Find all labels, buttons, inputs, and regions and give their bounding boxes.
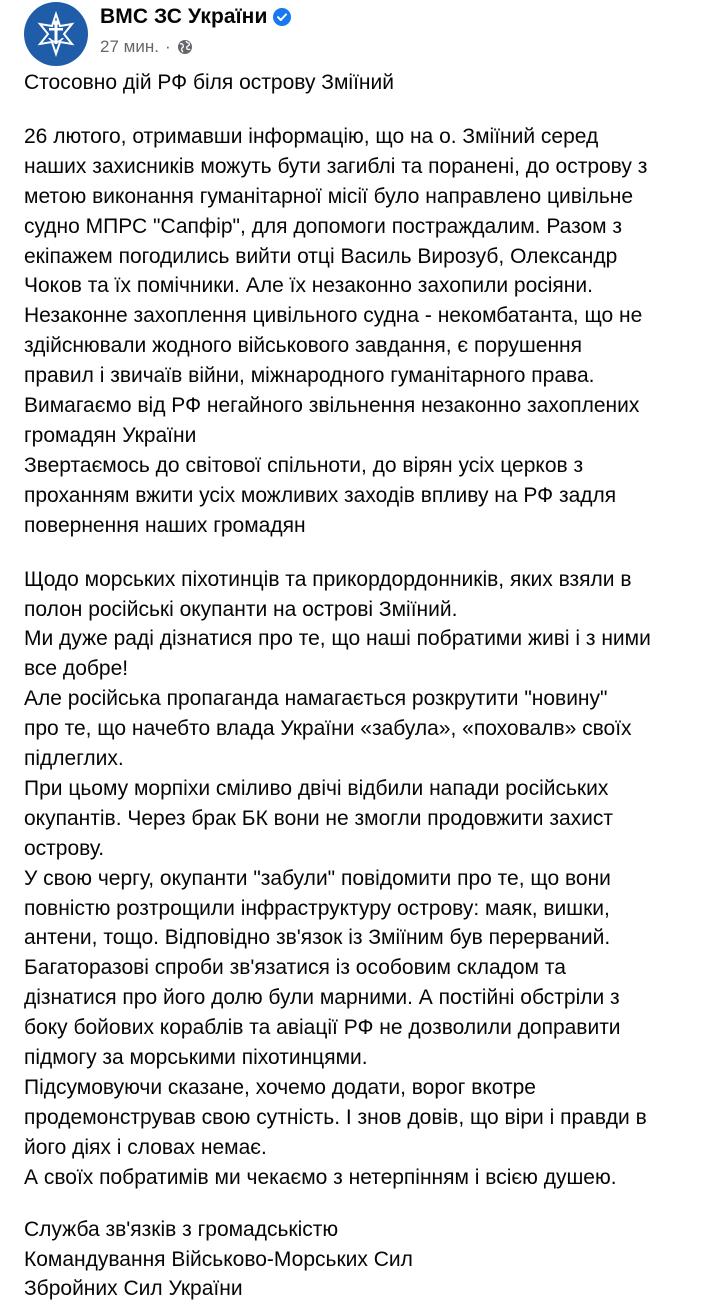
meta-separator: · bbox=[164, 37, 171, 56]
text-line: проханням вжити усіх можливих заходів впливу на РФ задля bbox=[24, 483, 617, 507]
text-line: А своїх побратимів ми чекаємо з нетерпінням і всією душею. bbox=[24, 1165, 617, 1189]
text-line: антени, тощо. Відповідно зв'язок із Зміїним був перерваний. bbox=[24, 926, 611, 950]
text-line: здійснювали жодного військового завдання, є порушення bbox=[24, 334, 583, 358]
navy-emblem-icon bbox=[24, 2, 88, 66]
text-line: повністю розтрощили інфраструктуру острову: маяк, вишки, bbox=[24, 896, 610, 920]
signature bbox=[24, 1215, 714, 1304]
text-line: окупантів. Через брак БК вони не змогли продовжити захист bbox=[24, 806, 614, 830]
text-line: повернення наших громадян bbox=[24, 513, 306, 537]
verified-badge-icon bbox=[273, 8, 291, 26]
signature-line: Командування Військово-Морських Сил bbox=[24, 1247, 413, 1271]
text-line: підлеглих. bbox=[24, 747, 124, 771]
text-line: його діях і словах немає. bbox=[24, 1135, 267, 1159]
post-timestamp[interactable]: 27 мин. bbox=[100, 37, 159, 56]
post-body bbox=[24, 68, 714, 1304]
text-line: судно МПРС "Сапфір", для допомоги постраждалим. Разом з bbox=[24, 214, 623, 238]
text-line: правил і звичаїв війни, міжнародного гуманітарного права. bbox=[24, 364, 595, 388]
text-line: наших захисників можуть бути загиблі та поранені, до острову з bbox=[24, 154, 648, 178]
post-title bbox=[24, 68, 714, 98]
text-line: Ми дуже раді дізнатися про те, що наші побратими живі і з ними bbox=[24, 627, 651, 651]
text-line: все добре! bbox=[24, 657, 129, 681]
author-name[interactable]: ВМС ЗС України bbox=[100, 5, 268, 28]
post-title-text: Стосовно дій РФ біля острову Зміїний bbox=[24, 71, 394, 94]
avatar[interactable] bbox=[24, 2, 88, 66]
paragraph-marines bbox=[24, 565, 714, 1193]
text-line: екіпажем погодились вийти отці Василь Вирозуб, Олександр bbox=[24, 244, 618, 268]
text-line: Багаторазові спроби зв'язатися із особовим складом та bbox=[24, 956, 566, 980]
paragraph-ship bbox=[24, 122, 714, 541]
text-line: Але російська пропаганда намагається розкрутити "новину" bbox=[24, 687, 608, 711]
text-line: підмогу за морськими піхотинцями. bbox=[24, 1046, 368, 1070]
signature-line: Збройних Сил України bbox=[24, 1277, 243, 1301]
post-meta bbox=[100, 36, 193, 58]
author-row bbox=[100, 4, 291, 30]
text-line: про те, що начебто влада України «забула», «поховалв» своїх bbox=[24, 717, 632, 741]
text-line: Чоков та їх помічники. Але їх незаконно захопили росіяни. bbox=[24, 274, 593, 298]
text-line: При цьому морпіхи сміливо двічі відбили напади російських bbox=[24, 776, 609, 800]
text-line: У свою чергу, окупанти "забули" повідомити про те, що вони bbox=[24, 866, 611, 890]
text-line: громадян України bbox=[24, 423, 197, 447]
post-header bbox=[24, 0, 704, 70]
text-line: метою виконання гуманітарної місії було направлено цивільне bbox=[24, 184, 634, 208]
text-line: Щодо морських піхотинців та прикордордонників, яких взяли в bbox=[24, 567, 632, 591]
signature-line: Служба зв'язків з громадськістю bbox=[24, 1217, 339, 1241]
text-line: Незаконне захоплення цивільного судна - некомбатанта, що не bbox=[24, 304, 643, 328]
text-line: полон російські окупанти на острові Зміїний. bbox=[24, 597, 458, 621]
text-line: боку бойових кораблів та авіації РФ не дозволили доправити bbox=[24, 1016, 621, 1040]
text-line: дізнатися про його долю були марними. А постійні обстріли з bbox=[24, 986, 620, 1010]
text-line: 26 лютого, отримавши інформацію, що на о. Зміїний серед bbox=[24, 124, 599, 148]
text-line: Вимагаємо від РФ негайного звільнення незаконно захоплених bbox=[24, 394, 640, 418]
text-line: продемонстрував свою сутність. І знов довів, що віри і правди в bbox=[24, 1105, 647, 1129]
globe-icon[interactable] bbox=[177, 39, 193, 55]
text-line: Звертаємось до світової спільноти, до вірян усіх церков з bbox=[24, 453, 584, 477]
text-line: острову. bbox=[24, 836, 105, 860]
text-line: Підсумовуючи сказане, хочемо додати, ворог вкотре bbox=[24, 1076, 536, 1099]
